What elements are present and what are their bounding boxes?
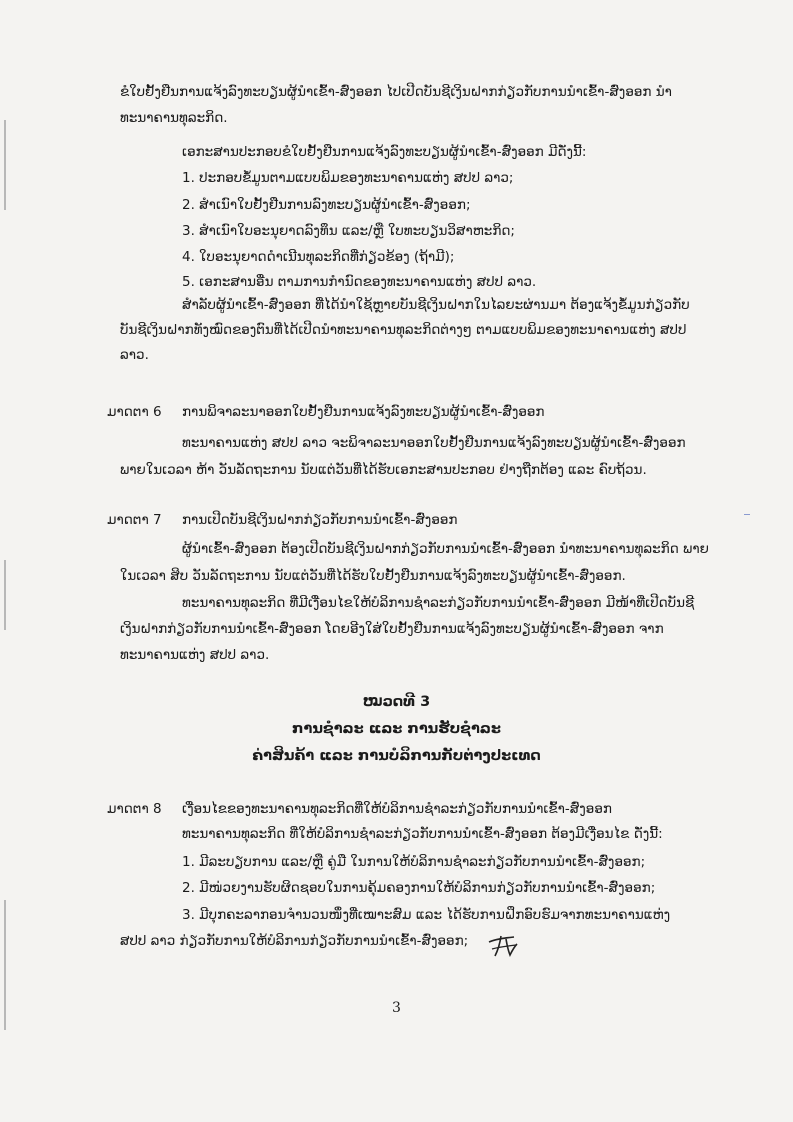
article-8-title: ເງື່ອນໄຂຂອງທະນາຄານທຸລະກິດທີ່ໃຫ້ບໍລິການຊໍາລະກ່ຽວກັບການນໍາເຂົ້າ-ສົ່ງອອກ <box>182 801 612 817</box>
paragraph-line: ສໍາລັບຜູ້ນໍາເຂົ້າ-ສົ່ງອອກ ທີ່ໄດ້ນໍາໃຊ້ຫຼາຍບັນຊີເງິນຝາກໃນໄລຍະຜ່ານມາ ຕ້ອງແຈ້ງຂໍ້ມູນກ່ຽວກັບ <box>182 297 690 313</box>
scan-edge-shadow <box>4 120 6 210</box>
scan-edge-shadow <box>4 560 6 630</box>
paragraph-line: ທະນາຄານທຸລະກິດ. <box>120 110 228 126</box>
paragraph-line: ທະນາຄານທຸລະກິດ ທີ່ໃຫ້ບໍລິການຊໍາລະກ່ຽວກັບການນໍາເຂົ້າ-ສົ່ງອອກ ຕ້ອງມີເງື່ອນໄຂ ດັ່ງນີ້: <box>182 826 663 842</box>
paragraph-line: ເອກະສານປະກອບຂໍໃບຢັ້ງຢືນການແຈ້ງລົງທະບຽນຜູ້ນໍາເຂົ້າ-ສົ່ງອອກ ມີດັ່ງນີ້: <box>182 144 587 160</box>
paragraph-line: ບັນຊີເງິນຝາກທັງໝົດຂອງຕົນທີ່ໄດ້ເປີດນໍາທະນາຄານທຸລະກິດຕ່າງໆ ຕາມແບບພິມຂອງທະນາຄານແຫ່ງ ສປປ <box>120 322 687 338</box>
article-6-title: ການພິຈາລະນາອອກໃບຢັ້ງຢືນການແຈ້ງລົງທະບຽນຜູ້ນໍາເຂົ້າ-ສົ່ງອອກ <box>182 404 545 420</box>
paragraph-line: ເງິນຝາກກ່ຽວກັບການນໍາເຂົ້າ-ສົ່ງອອກ ໂດຍອີງໃສ່ໃບຢັ້ງຢືນການແຈ້ງລົງທະບຽນຜູ້ນໍາເຂົ້າ-ສົ່ງອອກ ຈາກ <box>120 621 664 637</box>
list-item: 2. ມີໜ່ວຍງານຮັບຜິດຊອບໃນການຄຸ້ມຄອງການໃຫ້ບໍລິການກ່ຽວກັບການນໍາເຂົ້າ-ສົ່ງອອກ; <box>182 880 656 896</box>
list-item: ສປປ ລາວ ກ່ຽວກັບການໃຫ້ບໍລິການກ່ຽວກັບການນໍາເຂົ້າ-ສົ່ງອອກ; <box>120 933 469 949</box>
paragraph-line: ລາວ. <box>120 347 149 363</box>
paragraph-line: ທະນາຄານທຸລະກິດ ທີ່ມີເງື່ອນໄຂໃຫ້ບໍລິການຊໍາລະກ່ຽວກັບການນໍາເຂົ້າ-ສົ່ງອອກ ມີໜ້າທີ່ເປີດບັນຊີ <box>182 595 695 611</box>
paragraph-line: ພາຍໃນເວລາ ຫ້າ ວັນລັດຖະການ ນັບແຕ່ວັນທີ່ໄດ້ຮັບເອກະສານປະກອບ ຢ່າງຖືກຕ້ອງ ແລະ ຄົບຖ້ວນ. <box>120 462 647 478</box>
article-6-number: ມາດຕາ 6 <box>107 404 162 420</box>
list-item: 5. ເອກະສານອື່ນ ຕາມການກໍານົດຂອງທະນາຄານແຫ່ງ ສປປ ລາວ. <box>182 274 537 290</box>
list-item: 4. ໃບອະນຸຍາດດໍາເນີນທຸລະກິດທີ່ກ່ຽວຂ້ອງ (ຖ້າມີ); <box>182 249 455 265</box>
list-item: 2. ສໍາເນົາໃບຢັ້ງຢືນການລົງທະບຽນຜູ້ນໍາເຂົ້າ-ສົ່ງອອກ; <box>182 197 471 213</box>
article-7-title: ການເປີດບັນຊີເງິນຝາກກ່ຽວກັບການນໍາເຂົ້າ-ສົ່ງອອກ <box>182 512 458 528</box>
list-item: 3. ມີບຸກຄະລາກອນຈໍານວນໜຶ່ງທີ່ເໝາະສົມ ແລະ ໄດ້ຮັບການຝຶກອົບຮົມຈາກທະນາຄານແຫ່ງ <box>182 907 671 923</box>
chapter-subtitle: ຄ່າສິນຄ້າ ແລະ ການບໍລິການກັບຕ່າງປະເທດ <box>252 748 541 764</box>
list-item: 1. ປະກອບຂໍ້ມູນຕາມແບບພິມຂອງທະນາຄານແຫ່ງ ສປປ ລາວ; <box>182 170 514 186</box>
paragraph-line: ໃນເວລາ ສິບ ວັນລັດຖະການ ນັບແຕ່ວັນທີ່ໄດ້ຮັບໃບຢັ້ງຢືນການແຈ້ງລົງທະບຽນຜູ້ນໍາເຂົ້າ-ສົ່ງອອກ. <box>120 568 626 584</box>
initials-signature <box>486 930 520 960</box>
list-item: 3. ສໍາເນົາໃບອະນຸຍາດລົງທຶນ ແລະ/ຫຼື ໃບທະບຽນວິສາຫະກິດ; <box>182 223 515 239</box>
chapter-number: ໝວດທີ 3 <box>362 694 431 710</box>
paragraph-line: ຜູ້ນໍາເຂົ້າ-ສົ່ງອອກ ຕ້ອງເປີດບັນຊີເງິນຝາກກ່ຽວກັບການນໍາເຂົ້າ-ສົ່ງອອກ ນໍາທະນາຄານທຸລະກິດ ພາຍ <box>182 541 709 557</box>
paragraph-line: ທະນາຄານແຫ່ງ ສປປ ລາວ ຈະພິຈາລະນາອອກໃບຢັ້ງຢືນການແຈ້ງລົງທະບຽນຜູ້ນໍາເຂົ້າ-ສົ່ງອອກ <box>182 435 686 451</box>
article-8-number: ມາດຕາ 8 <box>107 801 162 817</box>
list-item: 1. ມີລະບຽບການ ແລະ/ຫຼື ຄູ່ມື ໃນການໃຫ້ບໍລິການຊໍາລະກ່ຽວກັບການນໍາເຂົ້າ-ສົ່ງອອກ; <box>182 854 646 870</box>
article-7-number: ມາດຕາ 7 <box>107 512 162 528</box>
page-number: 3 <box>392 1000 401 1016</box>
paragraph-line: ຂໍໃບຢັ້ງຢືນການແຈ້ງລົງທະບຽນຜູ້ນໍາເຂົ້າ-ສົ່ງອອກ ໄປເປີດບັນຊີເງິນຝາກກ່ຽວກັບການນໍາເຂົ້າ-ສົ່ງອອກ ນໍາ <box>120 84 672 100</box>
paragraph-line: ທະນາຄານແຫ່ງ ສປປ ລາວ. <box>120 647 270 663</box>
scan-speck <box>744 514 750 515</box>
chapter-title: ການຊໍາລະ ແລະ ການຮັບຊໍາລະ <box>292 721 501 737</box>
